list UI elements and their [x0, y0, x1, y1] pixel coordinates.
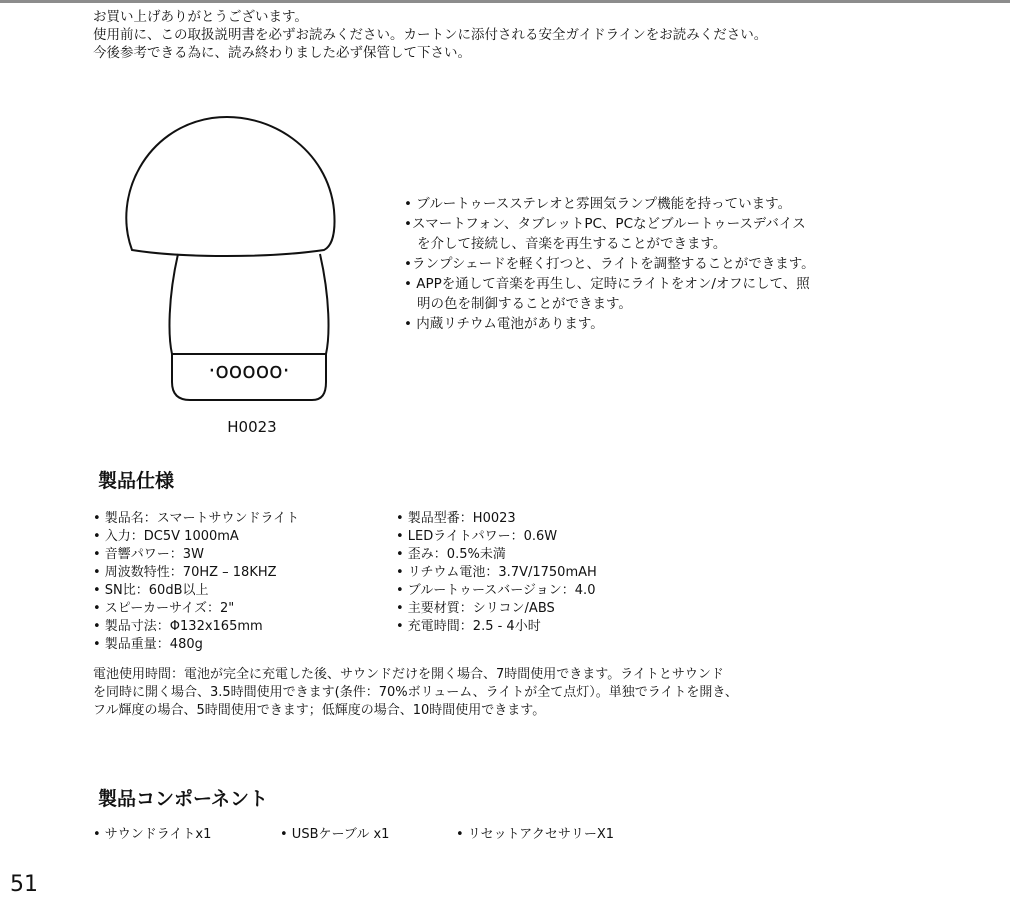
spec-item: • 音響パワー：3W [93, 547, 204, 562]
top-border [0, 0, 1010, 3]
feature-line: を介して接続し、音楽を再生することができます。 [417, 236, 727, 252]
battery-line: 電池使用時間：電池が完全に充電した後、サウンドだけを開く場合、7時間使用できます。ライトとサウンド [93, 667, 724, 682]
feature-list [404, 194, 815, 334]
component-item: • リセットアクセサリーX1 [456, 827, 615, 842]
spec-heading: 製品仕様 [98, 470, 175, 492]
spec-item: • 入力：DC5V 1000mA [93, 529, 239, 544]
spec-item: • 主要材質：シリコン/ABS [396, 601, 555, 616]
spec-item: • 製品名：スマートサウンドライト [93, 511, 300, 526]
feature-line: •スマートフォン、タブレットPC、PCなどブルートゥースデバイス [404, 216, 806, 232]
battery-usage-text [93, 666, 738, 720]
spec-item: • 充電時間：2.5 - 4小时 [396, 619, 541, 634]
feature-line: •ランプシェードを軽く打つと、ライトを調整することができます。 [404, 256, 815, 272]
intro-line: お買い上げありがとうございます。 [93, 9, 308, 25]
spec-list-right [396, 510, 597, 636]
mushroom-speaker-illustration [120, 78, 336, 414]
spec-item: • 周波数特性：70HZ – 18KHZ [93, 565, 277, 580]
spec-item: • 製品寸法：Φ132x165mm [93, 619, 263, 634]
spec-item: • SN比：60dB以上 [93, 583, 209, 598]
battery-line: フル輝度の場合、5時間使用できます；低輝度の場合、10時間使用できます。 [93, 703, 546, 718]
spec-item: • スピーカーサイズ：2" [93, 601, 235, 616]
spec-list-left [93, 510, 299, 654]
feature-line: • ブルートゥースステレオと雰囲気ランプ機能を持っています。 [404, 196, 792, 212]
feature-line: • 内蔵リチウム電池があります。 [404, 316, 604, 332]
battery-line: を同時に開く場合、3.5時間使用できます(条件：70%ボリューム、ライトが全て点灯）。単独でライトを開き、 [93, 685, 738, 700]
components-heading: 製品コンポーネント [98, 788, 269, 810]
spec-item: • 歪み：0.5%未満 [396, 547, 506, 562]
control-buttons: ·ooooo· [208, 359, 290, 384]
intro-line: 今後参考できる為に、読み終わりました必ず保管して下さい。 [93, 45, 471, 61]
lampshade-outline [126, 117, 334, 256]
component-item: • サウンドライトx1 [93, 827, 212, 842]
intro-line: 使用前に、この取扱説明書を必ずお読みください。カートンに添付される安全ガイドラインをお読みください。 [93, 27, 768, 43]
feature-line: • APPを通して音楽を再生し、定時にライトをオン/オフにして、照 [404, 276, 810, 292]
spec-item: • 製品重量：480g [93, 637, 203, 652]
page-number: 51 [10, 872, 38, 897]
spec-item: • LEDライトパワー：0.6W [396, 529, 558, 544]
feature-line: 明の色を制御することができます。 [417, 296, 632, 312]
spec-item: • リチウム電池：3.7V/1750mAH [396, 565, 597, 580]
spec-item: • 製品型番：H0023 [396, 511, 516, 526]
component-item: • USBケーブル x1 [280, 827, 390, 842]
intro-text [93, 8, 767, 62]
spec-item: • ブルートゥースバージョン：4.0 [396, 583, 596, 598]
model-label: H0023 [227, 418, 277, 436]
